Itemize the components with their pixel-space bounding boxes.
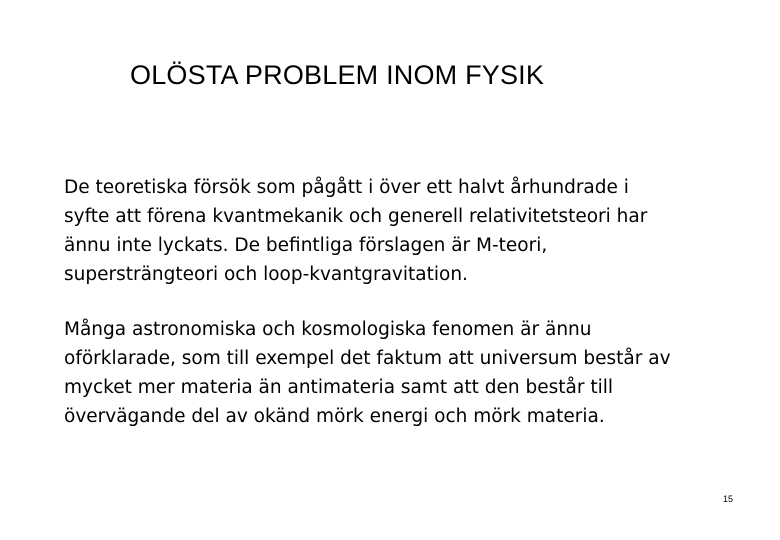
paragraph-line: supersträngteori och loop-kvantgravitation. (64, 264, 468, 285)
paragraph-line: syfte att förena kvantmekanik och generell relativitetsteori har (64, 206, 648, 227)
paragraph-line: De teoretiska försök som pågått i över ett halvt århundrade i (64, 177, 629, 198)
paragraph-line: övervägande del av okänd mörk energi och mörk materia. (64, 406, 605, 427)
paragraph-line: mycket mer materia än antimateria samt att den består till (64, 377, 614, 398)
paragraph-unification (64, 173, 744, 289)
page-number: 15 (722, 494, 733, 504)
paragraph-cosmology (64, 315, 744, 431)
paragraph-line: oförklarade, som till exempel det faktum att universum består av (64, 348, 671, 369)
slide-title: OLÖSTA PROBLEM INOM FYSIK (130, 60, 545, 90)
paragraph-line: ännu inte lyckats. De befintliga förslagen är M-teori, (64, 235, 548, 256)
paragraph-line: Många astronomiska och kosmologiska fenomen är ännu (64, 319, 592, 340)
